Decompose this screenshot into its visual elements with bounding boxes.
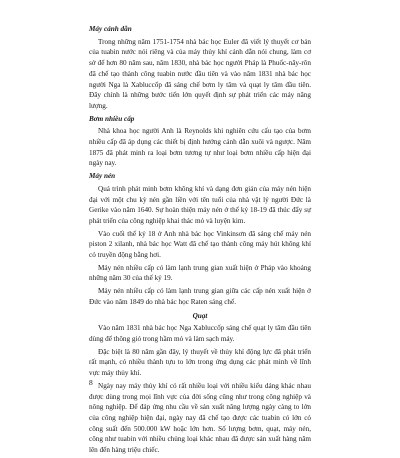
- paragraph: Máy nén nhiều cấp có làm lạnh trung gian giữa các cấp nén xuất hiện ở Đức vào năm 1849 do nhà bác học Raten sáng chế.: [89, 287, 311, 306]
- paragraph: Đặc biệt là 80 năm gần đây, lý thuyết về thủy khí động lực đã phát triển rất mạnh, có nhiều thành tựu to lớn trong ứng dụng các phát minh về lĩnh vực máy thủy khí.: [89, 347, 311, 378]
- paragraph: Vào cuối thế kỷ 18 ở Anh nhà bác học Vinkinsơn đã sáng chế máy nén piston 2 xilanh, nhà bác học Watt đã chế tạo thành công máy hút không khí có truyền động bằng hơi.: [89, 229, 311, 260]
- paragraph: Máy nén nhiều cấp có làm lạnh trung gian xuất hiện ở Pháp vào khoảng những năm 30 của thế kỷ 19.: [89, 263, 311, 283]
- page-number: 8: [89, 378, 93, 387]
- paragraph: Quá trình phát minh bơm không khí và dạng đơn giản của máy nén hiện đại với một chu kỳ nén gần liền với tên tuổi của nhà vật lý người Đức là Gerike vào năm 1640. Sự hoàn thiện máy nén ở thế kỷ 18-19 đã thúc đẩy sự phát triển của công nghiệp khai thác mỏ và luyện kim.: [89, 184, 311, 225]
- paragraph: Vào năm 1831 nhà bác học Nga Xabluccốp sáng chế quạt ly tâm đầu tiên dùng để thông gió trong hầm mỏ và làm sạch máy.: [89, 324, 311, 343]
- page-content: [89, 24, 311, 458]
- section-quat: [89, 311, 311, 456]
- paragraph: Trong những năm 1751-1754 nhà bác học Euler đã viết lý thuyết cơ bản của tuabin nước nói riêng và của máy thủy khí cánh dẫn nói chung, làm cơ sở để hơn 80 năm sau, năm 1830, nhà bác học người Pháp là Phuốc-nây-rôn đã chế tạo thành công tuabin nước đầu tiên và vào năm 1831 nhà bác học người Nga là Xabluccốp đã sáng chế bơm ly tâm và quạt ly tâm đầu tiên. Đây chính là những bước tiến lớn quyết định sự phát triển các máy năng lượng.: [89, 37, 311, 110]
- section-heading: Quạt: [192, 311, 208, 320]
- section-may-nen: [89, 171, 311, 307]
- section-heading: Máy nén: [89, 172, 116, 181]
- section-bom-nhieu-cap: [89, 114, 311, 170]
- paragraph: Nhà khoa học người Anh là Reynolds khi nghiên cứu cấu tạo của bơm nhiều cấp đã áp dụng các thiết bị định hướng cánh dẫn xuôi và ngược. Năm 1875 đã phát minh ra loại bơm tương tự như loại bơm nhiều cấp hiện đại ngày nay.: [89, 127, 311, 168]
- section-heading: Máy cánh dẫn: [89, 25, 132, 33]
- section-heading: Bơm nhiều cấp: [89, 114, 135, 123]
- section-may-canh-dan: [89, 24, 311, 112]
- paragraph: Ngày nay máy thủy khí có rất nhiều loại với nhiều kiểu dáng khác nhau được dùng trong mọi lĩnh vực của đời sống cũng như trong công nghiệp và nông nghiệp. Để đáp ứng nhu cầu về sản xuất năng lượng ngày càng to lớn của công nghiệp hiện đại, ngày nay đã chế tạo được các tuabin có lớn có công suất đến 500.000 kW hoặc lớn hơn. Số lượng bơm, quạt, máy nén, công như tuabin với nhiều chủng loại khác nhau đã được sản xuất hàng năm lên đến hàng triệu chiếc.: [89, 381, 311, 455]
